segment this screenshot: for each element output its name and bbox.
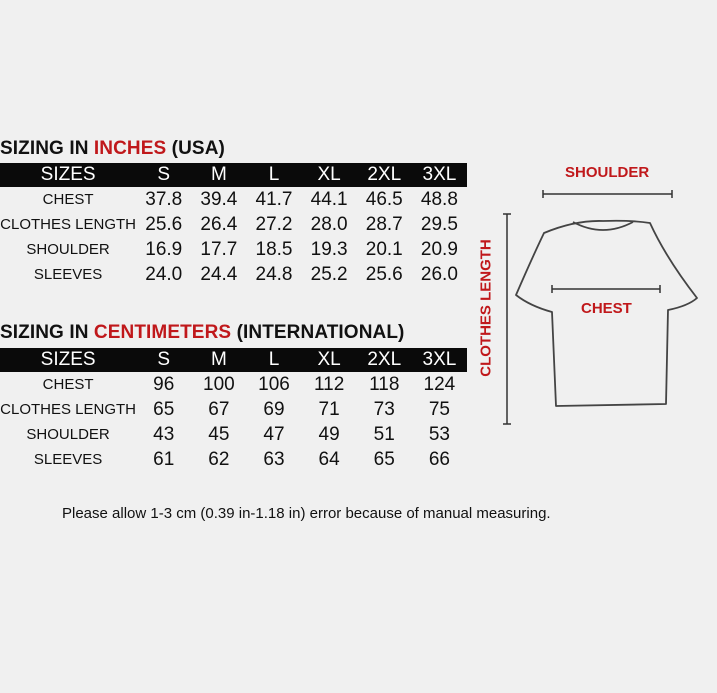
table-cell: 37.8 xyxy=(145,188,183,210)
table-cell: 18.5 xyxy=(255,238,293,260)
row-label: CHEST xyxy=(42,191,94,208)
table-row xyxy=(0,372,467,397)
table-cell: 65 xyxy=(373,448,395,470)
header-cell-m: M xyxy=(191,163,246,187)
header-cell-3xl: 3XL xyxy=(412,163,467,187)
tshirt-collar xyxy=(573,222,633,230)
table-cell: 62 xyxy=(208,448,230,470)
table-cell: 61 xyxy=(153,448,175,470)
row-label: SHOULDER xyxy=(26,241,110,258)
inches-size-table xyxy=(0,163,467,287)
table-cell: 29.5 xyxy=(420,213,458,235)
cm-title-highlight: CENTIMETERS xyxy=(93,322,232,343)
table-cell: 43 xyxy=(153,423,175,445)
table-cell: 96 xyxy=(153,373,175,395)
header-cell-xl: XL xyxy=(302,348,357,372)
header-cell-m: M xyxy=(191,348,246,372)
cm-title-suffix: (INTERNATIONAL) xyxy=(231,322,405,343)
inches-section-title xyxy=(0,138,225,160)
chest-label: CHEST xyxy=(581,300,632,317)
row-label: CLOTHES LENGTH xyxy=(0,401,137,418)
header-cell-3xl: 3XL xyxy=(412,348,467,372)
cm-size-table xyxy=(0,348,467,472)
table-cell: 45 xyxy=(208,423,230,445)
shoulder-measure-line xyxy=(543,190,672,198)
table-cell: 17.7 xyxy=(200,238,238,260)
table-cell: 39.4 xyxy=(200,188,238,210)
table-cell: 67 xyxy=(208,398,230,420)
cm-title-prefix: SIZING IN xyxy=(0,322,94,343)
table-row xyxy=(0,237,467,262)
header-cell-l: L xyxy=(246,163,301,187)
header-cell-l: L xyxy=(246,348,301,372)
table-cell: 25.6 xyxy=(145,213,183,235)
table-cell: 20.9 xyxy=(420,238,458,260)
table-cell: 24.0 xyxy=(145,263,183,285)
table-cell: 28.0 xyxy=(310,213,348,235)
header-cell-sizes: SIZES xyxy=(0,348,136,372)
table-cell: 16.9 xyxy=(145,238,183,260)
table-cell: 63 xyxy=(263,448,285,470)
row-label: CLOTHES LENGTH xyxy=(0,216,137,233)
table-header-row xyxy=(0,348,467,372)
table-cell: 51 xyxy=(373,423,395,445)
table-row xyxy=(0,212,467,237)
table-header-row xyxy=(0,163,467,187)
table-cell: 41.7 xyxy=(255,188,293,210)
table-cell: 124 xyxy=(423,373,456,395)
table-cell: 112 xyxy=(313,373,345,395)
table-cell: 47 xyxy=(263,423,285,445)
table-cell: 65 xyxy=(153,398,175,420)
table-cell: 69 xyxy=(263,398,285,420)
table-cell: 49 xyxy=(318,423,340,445)
table-cell: 26.4 xyxy=(200,213,238,235)
header-cell-sizes: SIZES xyxy=(0,163,136,187)
inches-title-prefix: SIZING IN xyxy=(0,138,94,159)
cm-section-title xyxy=(0,322,404,344)
table-cell: 75 xyxy=(428,398,450,420)
table-cell: 73 xyxy=(373,398,395,420)
table-cell: 24.4 xyxy=(200,263,238,285)
table-cell: 46.5 xyxy=(365,188,403,210)
inches-title-highlight: INCHES xyxy=(93,138,167,159)
table-cell: 66 xyxy=(428,448,450,470)
table-cell: 26.0 xyxy=(420,263,458,285)
table-row xyxy=(0,422,467,447)
inches-title-suffix: (USA) xyxy=(166,138,225,159)
table-cell: 27.2 xyxy=(255,213,293,235)
header-cell-2xl: 2XL xyxy=(357,348,412,372)
tshirt-illustration xyxy=(470,140,717,440)
table-cell: 106 xyxy=(258,373,290,395)
length-measure-line xyxy=(503,214,511,424)
table-cell: 53 xyxy=(428,423,450,445)
table-cell: 100 xyxy=(203,373,235,395)
table-cell: 44.1 xyxy=(310,188,348,210)
header-cell-xl: XL xyxy=(302,163,357,187)
shoulder-label: SHOULDER xyxy=(565,164,650,181)
table-cell: 20.1 xyxy=(365,238,403,260)
table-row xyxy=(0,187,467,212)
table-row xyxy=(0,447,467,472)
row-label: SLEEVES xyxy=(33,451,103,468)
measurement-note: Please allow 1-3 cm (0.39 in-1.18 in) error because of manual measuring. xyxy=(62,505,551,522)
table-cell: 71 xyxy=(318,398,340,420)
table-cell: 24.8 xyxy=(255,263,293,285)
clothes-length-label: CLOTHES LENGTH xyxy=(477,239,495,377)
header-cell-s: S xyxy=(136,163,191,187)
row-label: CHEST xyxy=(42,376,94,393)
table-cell: 25.6 xyxy=(365,263,403,285)
chest-measure-line xyxy=(552,285,660,293)
header-cell-2xl: 2XL xyxy=(357,163,412,187)
table-cell: 64 xyxy=(318,448,340,470)
table-cell: 19.3 xyxy=(310,238,348,260)
tshirt-diagram xyxy=(470,140,717,440)
row-label: SHOULDER xyxy=(26,426,110,443)
header-cell-s: S xyxy=(136,348,191,372)
table-cell: 28.7 xyxy=(365,213,403,235)
table-cell: 25.2 xyxy=(310,263,348,285)
table-row xyxy=(0,397,467,422)
table-cell: 48.8 xyxy=(420,188,458,210)
table-cell: 118 xyxy=(369,373,400,395)
row-label: SLEEVES xyxy=(33,266,103,283)
table-row xyxy=(0,262,467,287)
